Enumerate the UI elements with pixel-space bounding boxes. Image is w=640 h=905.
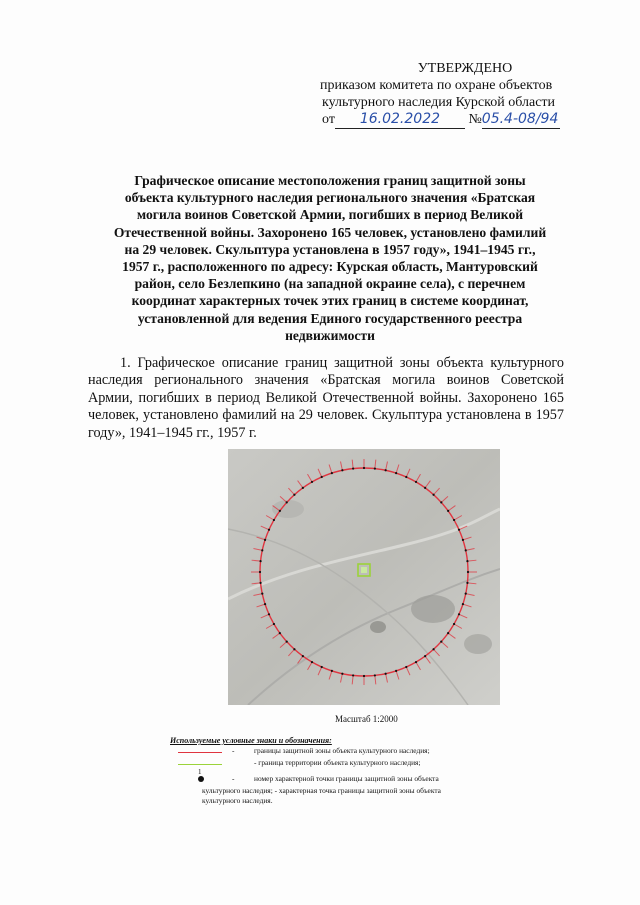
date-field — [335, 111, 465, 129]
date-value: 16.02.2022 — [359, 111, 441, 127]
satellite-map-image — [228, 449, 500, 705]
characteristic-point — [395, 670, 397, 672]
approval-block — [300, 60, 600, 129]
legend-item-point — [170, 770, 490, 786]
characteristic-point — [264, 603, 266, 605]
legend-item-text-continued: культурного наследия; - характерная точка границы защитной зоны объекта — [202, 786, 441, 795]
characteristic-point — [432, 648, 434, 650]
point-number-sample: 1 — [198, 768, 202, 776]
legend-item-text: границы защитной зоны объекта культурного наследия; — [254, 746, 430, 755]
characteristic-point — [293, 648, 295, 650]
characteristic-point — [279, 632, 281, 634]
characteristic-point — [286, 640, 288, 642]
characteristic-point — [440, 640, 442, 642]
legend-dash: - — [232, 774, 235, 783]
monument-icon — [361, 567, 367, 573]
characteristic-point — [321, 476, 323, 478]
number-value: 05.4-08/94 — [481, 111, 559, 127]
characteristic-point — [385, 673, 387, 675]
legend-heading: Используемые условные знаки и обозначения: — [170, 736, 332, 745]
characteristic-point — [352, 467, 354, 469]
characteristic-point — [286, 501, 288, 503]
characteristic-point — [273, 519, 275, 521]
characteristic-point — [453, 623, 455, 625]
approval-line-2: культурного наследия Курской области — [322, 95, 556, 110]
characteristic-point — [363, 675, 365, 677]
legend-dash: - — [232, 746, 235, 755]
map-legend — [170, 736, 490, 806]
characteristic-point — [462, 603, 464, 605]
characteristic-point — [331, 472, 333, 474]
boundary-map — [228, 449, 500, 705]
characteristic-point — [259, 571, 261, 573]
legend-item-territory-boundary — [170, 758, 490, 770]
characteristic-point — [273, 623, 275, 625]
characteristic-point — [395, 472, 397, 474]
map-background — [228, 449, 500, 705]
title-line: недвижимости — [285, 327, 375, 343]
characteristic-point — [311, 481, 313, 483]
section-1-paragraph: 1. Графическое описание границ защитной зоны объекта культурного наследия регионального значения «Братская могила воинов Советской Армии, погибших в период Великой Отечественной войны. Захоронено 165 человек, установлено фамилий на 29 человек. Скульптура установлена в 1957 году», 1941–1945 гг., 1957 г. — [88, 355, 564, 441]
characteristic-point — [341, 469, 343, 471]
characteristic-point — [259, 560, 261, 562]
characteristic-point — [432, 494, 434, 496]
characteristic-point — [261, 549, 263, 551]
characteristic-point — [462, 539, 464, 541]
characteristic-point — [440, 501, 442, 503]
tree-cluster — [464, 634, 492, 654]
characteristic-point — [415, 481, 417, 483]
approval-heading: УТВЕРЖДЕНО — [417, 61, 513, 76]
title-line: район, село Безлепкино (на западной окраине села), с перечнем — [134, 276, 526, 292]
characteristic-point — [331, 670, 333, 672]
title-line: могила воинов Советской Армии, погибших в период Великой — [136, 207, 524, 223]
title-line: Отечественной войны. Захоронено 165 человек, установлено фамилий — [113, 224, 547, 240]
characteristic-point — [279, 510, 281, 512]
characteristic-point — [321, 666, 323, 668]
characteristic-point — [302, 487, 304, 489]
characteristic-point — [465, 549, 467, 551]
characteristic-point — [264, 539, 266, 541]
legend-item-text: номер характерной точки границы защитной зоны объекта — [254, 774, 439, 783]
characteristic-point — [374, 467, 376, 469]
tree-cluster — [370, 621, 386, 633]
characteristic-point — [259, 582, 261, 584]
characteristic-point — [293, 494, 295, 496]
approval-date-number — [300, 111, 600, 129]
number-prefix: № — [468, 112, 482, 127]
characteristic-point — [458, 529, 460, 531]
date-prefix: от — [322, 112, 335, 127]
characteristic-point — [453, 519, 455, 521]
number-field — [482, 111, 560, 129]
legend-item-zone-boundary — [170, 746, 490, 758]
tree-cluster — [411, 595, 455, 623]
legend-item-text-continued: культурного наследия. — [202, 796, 273, 805]
characteristic-point — [385, 469, 387, 471]
characteristic-point — [424, 655, 426, 657]
characteristic-point — [302, 655, 304, 657]
characteristic-point — [311, 661, 313, 663]
characteristic-point — [415, 661, 417, 663]
title-line: координат характерных точек этих границ в системе координат, — [131, 293, 529, 309]
characteristic-point — [268, 529, 270, 531]
characteristic-point — [341, 673, 343, 675]
green-line-swatch — [178, 764, 222, 765]
characteristic-point — [447, 632, 449, 634]
title-line: 1957 г., расположенного по адресу: Курская область, Мантуровский — [122, 259, 538, 275]
characteristic-point — [447, 510, 449, 512]
title-line: на 29 человек. Скульптура установлена в 1957 году», 1941–1945 гг., — [124, 241, 536, 257]
point-dot-icon — [198, 776, 204, 782]
title-line: объекта культурного наследия регионального значения «Братская — [124, 190, 536, 206]
characteristic-point — [424, 487, 426, 489]
characteristic-point — [466, 560, 468, 562]
characteristic-point — [466, 582, 468, 584]
characteristic-point — [268, 613, 270, 615]
title-line: установленной для ведения Единого государственного реестра — [137, 310, 523, 326]
characteristic-point — [352, 674, 354, 676]
characteristic-point — [363, 467, 365, 469]
red-line-swatch — [178, 752, 222, 753]
characteristic-point — [467, 571, 469, 573]
characteristic-point — [374, 674, 376, 676]
characteristic-point — [465, 593, 467, 595]
characteristic-point — [405, 666, 407, 668]
map-scale: Масштаб 1:2000 — [335, 714, 398, 724]
characteristic-point — [405, 476, 407, 478]
legend-item-text: - граница территории объекта культурного наследия; — [254, 758, 421, 767]
title-line: Графическое описание местоположения границ защитной зоны — [134, 173, 526, 188]
approval-line-1: приказом комитета по охране объектов — [320, 78, 553, 93]
characteristic-point — [458, 613, 460, 615]
characteristic-point — [261, 593, 263, 595]
document-title — [95, 172, 565, 344]
